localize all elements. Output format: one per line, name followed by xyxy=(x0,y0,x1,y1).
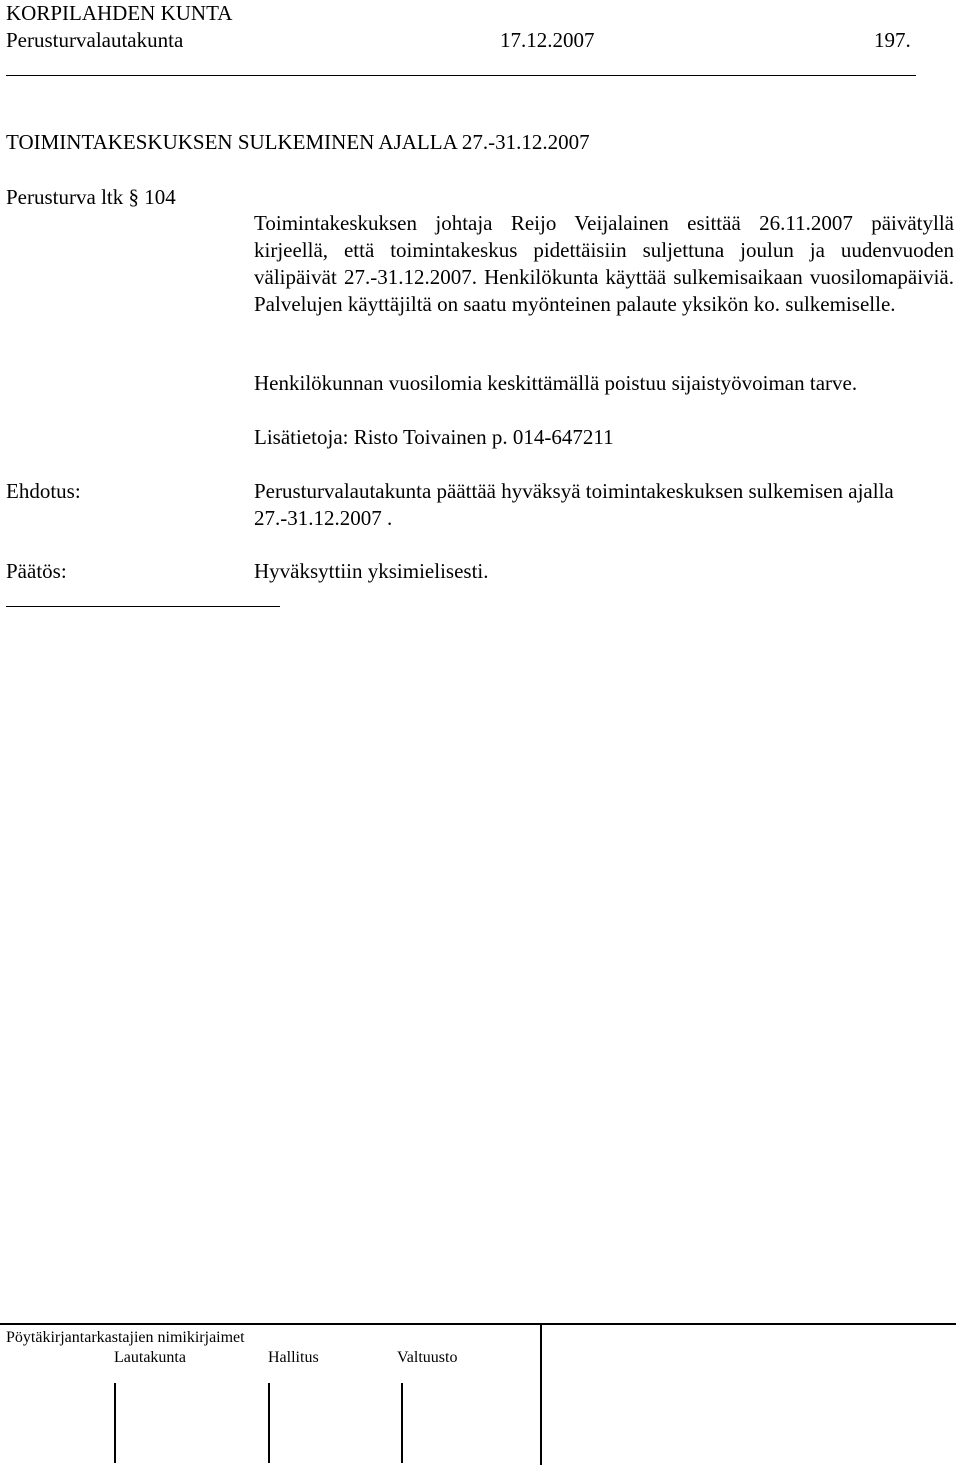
decision-rule xyxy=(6,606,280,607)
decision-text: Hyväksyttiin yksimielisesti. xyxy=(254,559,489,583)
body-paragraph-2: Henkilökunnan vuosilomia keskittämällä poistuu sijaistyövoiman tarve. xyxy=(254,371,858,395)
column-lautakunta: Lautakunta xyxy=(114,1349,186,1366)
page-number: 197. xyxy=(874,28,911,52)
municipality-name: KORPILAHDEN KUNTA xyxy=(6,1,233,25)
signature-line-hallitus xyxy=(268,1383,270,1463)
signature-line-lautakunta xyxy=(114,1383,116,1463)
proposal-label: Ehdotus: xyxy=(6,479,81,503)
meeting-date: 17.12.2007 xyxy=(500,28,595,52)
footer-rule xyxy=(0,1323,956,1325)
board-name: Perusturvalautakunta xyxy=(6,28,184,52)
column-hallitus: Hallitus xyxy=(268,1349,319,1366)
proposal-text: Perusturvalautakunta päättää hyväksyä toimintakeskuksen sulkemisen ajalla 27.-31.12.2007 . xyxy=(254,479,894,530)
decision-label: Päätös: xyxy=(6,559,67,583)
header-rule xyxy=(6,75,916,76)
contact-info: Lisätietoja: Risto Toivainen p. 014-647211 xyxy=(254,425,614,449)
body-paragraph-1: Toimintakeskuksen johtaja Reijo Veijalainen esittää 26.11.2007 päivätyllä kirjeellä, että toimintakeskus pidettäisiin suljettuna joulun ja uudenvuoden välipäivät 27.-31.12.2007. Henkilökunta käyttää sulkemisaikaan vuosilomapäiviä. Palvelujen käyttäjiltä on saatu myönteinen palaute yksikön ko. sulkemiselle. xyxy=(254,211,954,316)
footer-divider xyxy=(540,1325,542,1465)
document-title: TOIMINTAKESKUKSEN SULKEMINEN AJALLA 27.-31.12.2007 xyxy=(6,130,590,154)
column-valtuusto: Valtuusto xyxy=(397,1349,458,1366)
section-reference: Perusturva ltk § 104 xyxy=(6,185,176,209)
signatures-label: Pöytäkirjantarkastajien nimikirjaimet xyxy=(6,1329,245,1346)
signature-line-valtuusto xyxy=(401,1383,403,1463)
